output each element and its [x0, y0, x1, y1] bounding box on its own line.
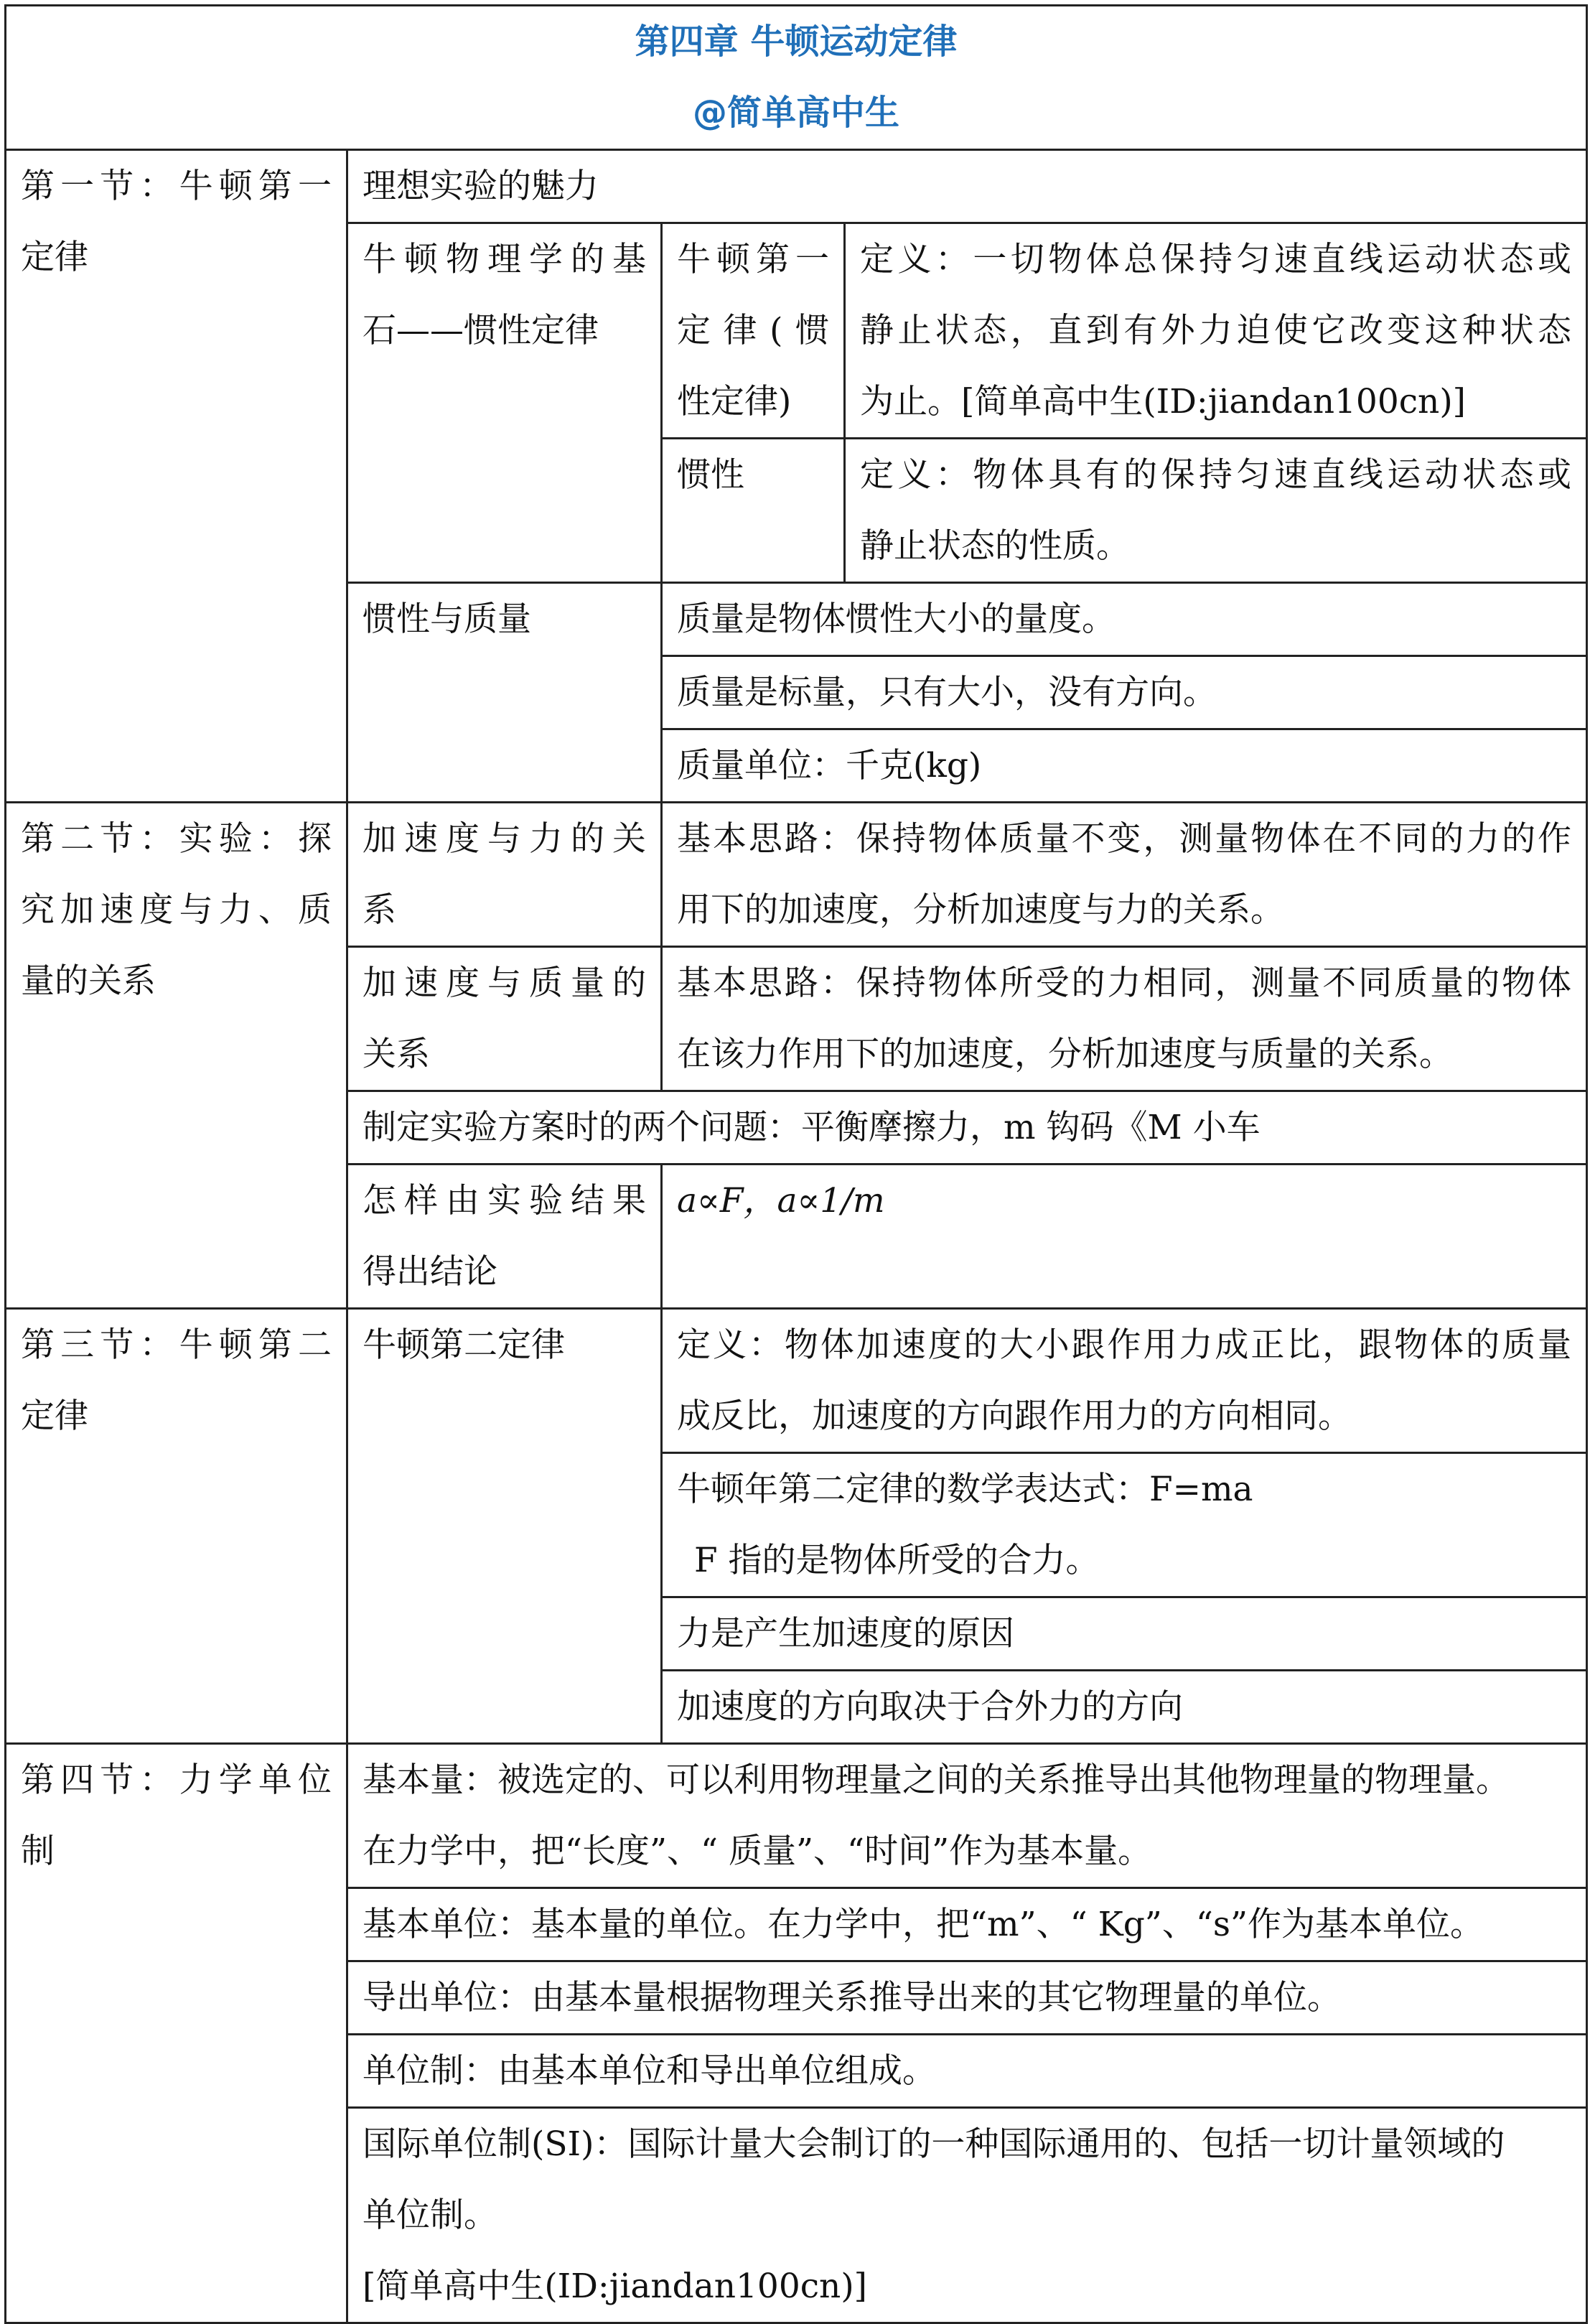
accel-force-line: 系	[363, 890, 396, 930]
unit-system-cell: 单位制：由基本单位和导出单位组成。	[347, 2035, 1587, 2108]
section-4-title	[6, 1744, 347, 2323]
section-4-title-line: 制	[21, 1831, 55, 1871]
mass-measure-cell: 质量是物体惯性大小的量度。	[662, 583, 1587, 656]
conclusion-formula	[662, 1165, 1587, 1309]
text-line: 基本量：被选定的、可以利用物理量之间的关系推导出其他物理量的物理量。	[363, 1760, 1510, 1800]
definition-line: 定义：物体具有的保持匀速直线运动状态或	[860, 455, 1572, 495]
chapter-header	[6, 6, 1587, 150]
table-row	[6, 150, 1587, 223]
conclusion-cell	[347, 1165, 662, 1309]
section-4-title-line: 第四节：力学单位	[21, 1760, 332, 1800]
chapter-subtitle: @简单高中生	[693, 93, 900, 133]
header-row	[6, 6, 1587, 150]
table-row	[6, 1309, 1587, 1453]
accel-mass-line: 加速度与质量的	[363, 963, 646, 1003]
first-law-cell	[662, 223, 845, 439]
definition-line: 静止状态的性质。	[860, 526, 1130, 566]
cornerstone-line: 牛顿物理学的基	[363, 240, 646, 279]
text-line: 在该力作用下的加速度，分析加速度与质量的关系。	[677, 1035, 1453, 1074]
inertia-cell: 惯性	[662, 439, 845, 583]
section-2-title-line: 第二节：实验：探	[21, 819, 332, 859]
accel-mass-cell	[347, 947, 662, 1091]
watermark-note: [简单高中生(ID:jiandan100cn)]	[363, 2267, 868, 2306]
text-line: 基本思路：保持物体质量不变，测量物体在不同的力的作	[677, 819, 1572, 859]
text-line: 用下的加速度，分析加速度与力的关系。	[677, 890, 1284, 930]
section-1-title	[6, 150, 347, 803]
text-line: 单位制。	[363, 2195, 497, 2235]
definition-line: 成反比，加速度的方向跟作用力的方向相同。	[677, 1396, 1352, 1436]
notes-table	[4, 4, 1588, 2324]
text-line: 基本思路：保持物体所受的力相同，测量不同质量的物体	[677, 963, 1572, 1003]
section-2-title-line: 量的关系	[21, 961, 156, 1001]
accel-force-text	[662, 803, 1587, 947]
section-2-title-line: 究加速度与力、质	[21, 890, 332, 930]
conclusion-line: 怎样由实验结果	[363, 1181, 646, 1221]
expression-line: F 指的是物体所受的合力。	[694, 1541, 1100, 1580]
derived-unit-cell: 导出单位：由基本量根据物理关系推导出来的其它物理量的单位。	[347, 1961, 1587, 2035]
section-3-title-line: 定律	[21, 1396, 88, 1436]
first-law-definition	[845, 223, 1587, 439]
accel-direction-cell: 加速度的方向取决于合外力的方向	[662, 1671, 1587, 1744]
first-law-line: 定律(惯	[677, 311, 829, 350]
section-1-title-line: 第一节：牛顿第一	[21, 167, 332, 206]
section-1-title-line: 定律	[21, 238, 88, 277]
text-line: 国际单位制(SI)：国际计量大会制订的一种国际通用的、包括一切计量领域的	[363, 2124, 1505, 2164]
inertia-mass-cell: 惯性与质量	[347, 583, 662, 803]
ideal-experiment-cell: 理想实验的魅力	[347, 150, 1587, 223]
accel-force-line: 加速度与力的关	[363, 819, 646, 859]
si-cell	[347, 2108, 1587, 2323]
conclusion-line: 得出结论	[363, 1252, 497, 1292]
expression-line: 牛顿年第二定律的数学表达式：F=ma	[677, 1470, 1253, 1509]
accel-mass-line: 关系	[363, 1035, 430, 1074]
section-2-title	[6, 803, 347, 1309]
definition-line: 定义：一切物体总保持匀速直线运动状态或	[860, 240, 1572, 279]
experiment-plan-cell: 制定实验方案时的两个问题：平衡摩擦力，m 钩码《M 小车	[347, 1091, 1587, 1165]
base-unit-cell: 基本单位：基本量的单位。在力学中，把“m”、“ Kg”、“s”作为基本单位。	[347, 1888, 1587, 1961]
second-law-expression	[662, 1453, 1587, 1597]
inertia-definition	[845, 439, 1587, 583]
second-law-definition	[662, 1309, 1587, 1453]
force-cause-cell: 力是产生加速度的原因	[662, 1597, 1587, 1671]
accel-mass-text	[662, 947, 1587, 1091]
notes-table-wrapper	[4, 4, 1586, 2324]
definition-line: 静止状态，直到有外力迫使它改变这种状态	[860, 311, 1572, 350]
cornerstone-cell	[347, 223, 662, 583]
text-line: 在力学中，把“长度”、“ 质量”、“时间”作为基本量。	[363, 1831, 1152, 1871]
chapter-title: 第四章 牛顿运动定律	[635, 22, 958, 62]
base-quantity-cell	[347, 1744, 1587, 1888]
section-3-title-line: 第三节：牛顿第二	[21, 1325, 332, 1365]
definition-line: 定义：物体加速度的大小跟作用力成正比，跟物体的质量	[677, 1325, 1572, 1365]
table-row	[6, 803, 1587, 947]
first-law-line: 牛顿第一	[677, 240, 829, 279]
section-3-title	[6, 1309, 347, 1744]
proportionality-formula: a∝F，a∝1/m	[677, 1181, 885, 1221]
accel-force-cell	[347, 803, 662, 947]
second-law-cell: 牛顿第二定律	[347, 1309, 662, 1744]
first-law-line: 性定律)	[677, 382, 792, 421]
cornerstone-line: 石——惯性定律	[363, 311, 599, 350]
mass-unit-cell: 质量单位：千克(kg)	[662, 729, 1587, 803]
mass-scalar-cell: 质量是标量，只有大小，没有方向。	[662, 656, 1587, 729]
table-row	[6, 1744, 1587, 1888]
definition-line: 为止。[简单高中生(ID:jiandan100cn)]	[860, 382, 1467, 421]
